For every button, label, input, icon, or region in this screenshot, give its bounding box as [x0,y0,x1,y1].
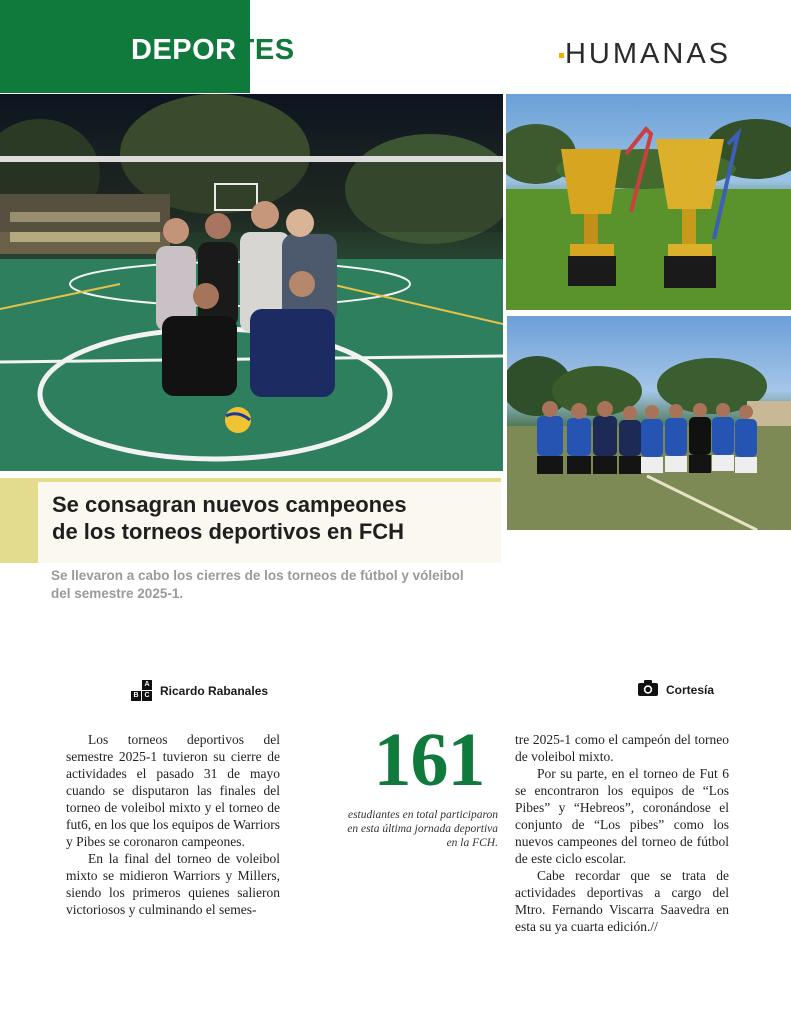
section-title [131,30,295,70]
section-title-green: TES [236,34,295,66]
body-paragraph: tre 2025-1 como el campeón del torneo de voleibol mixto. [515,732,729,764]
soccer-team-photo [507,316,791,530]
brand-name: HUMANAS [564,38,731,70]
section-title-white: DEPOR [131,34,237,66]
headline-box [38,478,501,563]
camera-icon [638,680,658,699]
photo-credit [638,680,714,699]
photo-credit-text: Cortesía [666,682,715,697]
body-paragraph: En la final del torneo de voleibol mixto se midieron Warriors y Millers, siendo los primeros quienes salieron victoriosos y culminando el semes- [66,851,280,917]
headline-top-rule [38,478,501,482]
brand-dot-icon [559,53,564,58]
headline-line-1: Se consagran nuevos campeones [52,492,407,517]
trophies-photo [506,94,791,310]
headline-accent-bar [0,478,38,563]
author-credit [131,680,268,701]
body-paragraph: Cabe recordar que se trata de actividades deportivas a cargo del Mtro. Fernando Viscarra Saavedra en esta su ya cuarta edición.// [515,868,729,934]
body-column-left [66,731,280,918]
pull-stat-number: 161 [373,718,485,802]
brand-logo [559,38,731,70]
author-name: Ricardo Rabanales [160,683,269,698]
body-paragraph: Por su parte, en el torneo de Fut 6 se encontraron los equipos de “Los Pibes” y “Hebreos”, coronándose el conjunto de “Los pibes” como los nuevos campeones del torneo de fútbol de este ciclo escolar. [515,766,729,866]
abc-blocks-icon: A B C [131,680,152,701]
body-paragraph: Los torneos deportivos del semestre 2025-1 tuvieron su cierre de actividades el pasado 31 de mayo cuando se disputaron las finales del torneo de voleibol mixto y el torneo de fut6, en los que los equipos de Warriors y Pibes se coronaron campeones. [66,732,280,849]
body-column-right [515,731,729,935]
headline-line-2: de los torneos deportivos en FCH [52,519,405,544]
pull-stat-caption: estudiantes en total participaron en esta última jornada deportiva en la FCH. [347,809,498,849]
subheadline: Se llevaron a cabo los cierres de los torneos de fútbol y vóleibol del semestre 2025-1. [51,568,464,601]
volleyball-team-photo [0,94,503,471]
headline [52,491,497,545]
